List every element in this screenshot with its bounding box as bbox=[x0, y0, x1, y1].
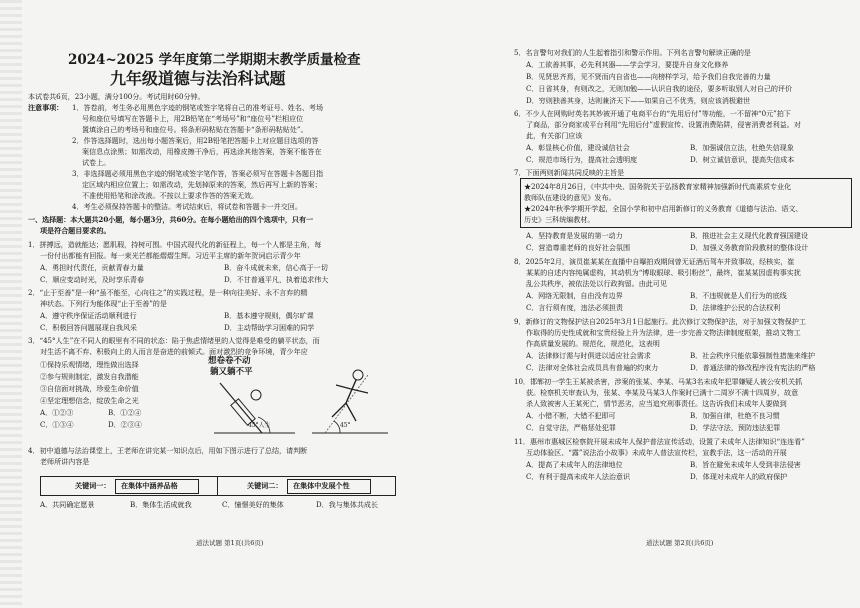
exam-info: 本试卷共6页，23小题，满分100分。考试用时60分钟。 bbox=[28, 92, 205, 101]
cartoon-45-degree-life bbox=[200, 355, 396, 437]
q7-option-d: D．加强义务教育阶段教材的整体设计 bbox=[690, 243, 809, 252]
q3-item-2: ②参与规则制定，激发自我潜能 bbox=[40, 372, 139, 381]
page-1-footer: 道法试题 第1页(共6页) bbox=[196, 539, 264, 547]
q6-option-d: D．树立诚信意识，提高失信成本 bbox=[690, 155, 795, 164]
q10-option-d: D．学法守法，预防违法犯罪 bbox=[690, 423, 781, 432]
notice-2c: 试卷上。 bbox=[82, 158, 111, 167]
cartoon-title-line1: 想卷卷不动 bbox=[208, 356, 251, 366]
q4-stem-cont: 老师所讲内容是 bbox=[40, 457, 90, 466]
q2-stem-cont: 神状态。下列行为能体现“止于至善”的是 bbox=[40, 299, 167, 308]
notice-2a: 2．作答选择题时，选出每小题答案后，用2B铅笔把答题卡上对应题目选项的答 bbox=[72, 136, 319, 145]
q4-option-c: C．憧憬美好的集体 bbox=[222, 500, 284, 509]
q5-option-c: C．日省其身，有则改之，无则加勉——认识自我的途径，要多听取别人对自己的评价 bbox=[526, 84, 792, 93]
cartoon-label-45-life: 45°人生 bbox=[248, 422, 271, 429]
q6-option-b: B．加强诚信立法，杜绝失信现象 bbox=[690, 143, 794, 152]
notice-1a: 1．答卷前，考生务必用黑色字迹的钢笔或签字笔将自己的准考证号、姓名、考场 bbox=[72, 103, 323, 112]
q3-option-a: A．①②③ bbox=[40, 408, 74, 417]
cartoon-label-45-degree: 45° bbox=[340, 422, 351, 429]
q5-option-b: B．见贤思齐焉，见不贤而内自省也——向榜样学习，给予我们自我完善的力量 bbox=[526, 72, 771, 81]
q11-option-a: A．提高了未成年人的法律地位 bbox=[526, 460, 623, 469]
notice-3a: 3．非选择题必须用黑色字迹的钢笔或签字笔作答，答案必须写在答题卡各题目指 bbox=[72, 169, 323, 178]
notice-2b: 案信息点涂黑；如需改动，用橡皮擦干净后，再选涂其他答案，答案不能答在 bbox=[82, 147, 322, 156]
q9-option-a: A．法律修订需与时俱进以适应社会需求 bbox=[526, 351, 651, 360]
section-1-heading: 一、选择题：本大题共20小题，每小题3分，共60分。在每小题给出的四个选项中，只有一 bbox=[28, 215, 314, 224]
page-2 bbox=[432, 0, 860, 608]
q8-stem: 8．2025年2月，演员崔某某在直播中自曝拍戏期间曾无证酒后驾车并致事故，经核实，崔 bbox=[514, 257, 795, 266]
q4-keyword-2-label: 关键词二： bbox=[247, 481, 283, 490]
q1-stem-cont: 一份付出都能有回报。每一束光芒都能熠熠生辉。习近平主席的新年贺词启示青少年 bbox=[40, 251, 301, 260]
q8-option-c: C．言行须有度，违法必须担责 bbox=[526, 303, 623, 312]
q11-option-c: C．有利于提高未成年人法治意识 bbox=[526, 472, 630, 481]
q5-stem: 5．名言警句对我们的人生起着指引和警示作用。下列名言警句解读正确的是 bbox=[514, 48, 751, 57]
q7-stem: 7．下面两则新闻共同反映的主旨是 bbox=[514, 168, 625, 177]
q7-option-b: B．推进社会主义现代化教育强国建设 bbox=[690, 231, 808, 240]
q7-news-1-cont: 教师队伍建设的意见》发布。 bbox=[524, 193, 616, 202]
notice-1c: 置填涂自己的考场号和座位号。将条形码粘贴在答题卡“条形码粘贴处”。 bbox=[82, 125, 308, 134]
q9-stem-cont: 作取得的历史性成就和宝贵经验上升为法律，进一步完善文物法律制度框架，推动文物工 bbox=[526, 328, 801, 337]
q11-option-b: B．旨在避免未成年人受到非法侵害 bbox=[690, 460, 801, 469]
cartoon-drawing bbox=[200, 355, 396, 437]
q11-stem: 11．惠州市惠城区检察院开展未成年人保护普法宣传活动，设置了未成年人法律知识“连连看” bbox=[514, 437, 805, 446]
q4-keyword-1-text: 在集体中涵养品格 bbox=[121, 481, 178, 490]
q3-option-d: D．②③④ bbox=[108, 420, 142, 429]
q3-item-3: ③自信面对挑战，珍爱生命价值 bbox=[40, 384, 139, 393]
exam-subtitle: 九年级道德与法治科试题 bbox=[110, 69, 286, 88]
q10-option-c: C．自觉守法，严格惩处犯罪 bbox=[526, 423, 616, 432]
q2-option-d: D．主动帮助学习困难的同学 bbox=[224, 323, 315, 332]
q10-stem-cont: 获。检察机关审查认为，张某、李某及马某3人作案时已满十二周岁不满十四周岁，故意 bbox=[526, 388, 799, 397]
notice-1b: 号和座位号填写在答题卡上，用2B铅笔在“考场号”和“座位号”栏相应位 bbox=[82, 114, 304, 123]
q3-option-b: B．①②④ bbox=[108, 408, 142, 417]
q11-stem-cont: 互动体验区、“露”说法治小故事》未成年人普法宣传栏，宣教手法，这一活动的开展 bbox=[526, 448, 787, 457]
q4-option-a: A．共同确定愿景 bbox=[40, 500, 95, 509]
q3-item-1: ①保持乐观情绪，理性做出选择 bbox=[40, 360, 139, 369]
q7-news-2-cont: 历史》三科统编教材。 bbox=[524, 215, 595, 224]
q10-option-a: A．小错不断，大错不犯即可 bbox=[526, 411, 616, 420]
q2-option-a: A．遵守秩序保证活动顺利进行 bbox=[40, 311, 137, 320]
q2-option-c: C．积极回答问题展现自我风采 bbox=[40, 323, 137, 332]
q9-option-d: D．普通法律的修改程序没有宪法的严格 bbox=[690, 363, 816, 372]
notice-4: 4．考生必须保持答题卡的整洁。考试结束后，将试卷和答题卡一并交回。 bbox=[72, 202, 302, 211]
q4-option-b: B．集体生活成就我 bbox=[130, 500, 192, 509]
q2-stem: 2．“止于至善”是一种“虽不能至，心向往之”的实践过程，是一种向往美好、永不言弃的精 bbox=[28, 288, 308, 297]
q5-option-d: D．穷则独善其身，达则兼济天下——如果自己不优秀，则应该消极避世 bbox=[526, 96, 750, 105]
q1-stem: 1．拼搏远，造就能达；愿肌瑕，持树可围。中国式现代化的新征程上，每一个人都是主角，每 bbox=[28, 240, 322, 249]
q7-option-c: C．营造尊重老师的良好社会氛围 bbox=[526, 243, 630, 252]
q7-news-2: ★2024年秋季学期开学起，全国小学和初中启用新修订的义务教育《道德与法治、语文、 bbox=[524, 204, 803, 213]
q8-stem-cont2: 乱公共秩序，被依法处以行政拘留。由此可见 bbox=[526, 279, 667, 288]
q5-option-a: A．工欲善其事，必先利其器——学会学习，要提升自身文化修养 bbox=[526, 60, 729, 69]
q9-option-c: C．法律对全体社会成员具有普遍的约束力 bbox=[526, 363, 659, 372]
q3-stem-cont: 对生活不离不弃、积极向上的人而言是奋进的前倾式。面对激烈的竞争环境，青少年应 bbox=[40, 347, 308, 356]
q1-option-a: A．勇担时代责任，贡献青春力量 bbox=[40, 263, 144, 272]
q9-option-b: B．社会秩序只能依靠强制性措施来维护 bbox=[690, 351, 815, 360]
q4-keyword-2-text: 在集体中发展个性 bbox=[293, 481, 350, 490]
q9-stem: 9．新修订的文物保护法自2025年3月1日起施行。此次修订文物保护法，对于加强文物保护工 bbox=[514, 317, 806, 326]
q6-stem-cont2: 此，有关部门应该 bbox=[526, 131, 583, 140]
q8-option-d: D．法律维护公民的合法权利 bbox=[690, 303, 781, 312]
q3-option-c: C．①③④ bbox=[40, 420, 74, 429]
q6-stem: 6．不少人在网购时英名其妙被开通了电商平台的“先用后付”等功能，一不留神“0元”拍下 bbox=[514, 109, 791, 118]
notice-3b: 定区域内相应位置上；如需改动，先划掉原来的答案，然后再写上新的答案； bbox=[82, 180, 322, 189]
notice-3c: 不准使用铅笔和涂改液。不按以上要求作答的答案无效。 bbox=[82, 191, 259, 200]
exam-title: 2024~2025 学年度第二学期期末教学质量检查 bbox=[68, 52, 361, 68]
q10-option-b: B．加强自律，杜绝不良习惯 bbox=[690, 411, 780, 420]
q3-stem: 3．“45°人生”在不同人的眼里有不同的状态：陷于焦虑情绪里的人觉得是难受的躺平状态，而 bbox=[28, 336, 320, 345]
q4-keyword-1-label: 关键词一： bbox=[75, 481, 111, 490]
q10-stem-cont2: 杀人致被害人王某死亡，情节恶劣，应当追究刑事责任。这告诉我们未成年人要做到 bbox=[526, 399, 787, 408]
q1-option-d: D．不甘普通平凡，执着追求伟大 bbox=[224, 275, 329, 284]
q6-option-c: C．规范市场行为，提高社会透明度 bbox=[526, 155, 638, 164]
q4-stem: 4．初中道德与法治课堂上，王老师在讲完某一知识点后，用如下图示进行了总结，请判断 bbox=[28, 446, 308, 455]
q7-news-1: ★2024年8月26日，《中共中央、国务院关于弘扬教育家精神加强新时代高素质专业化 bbox=[524, 182, 792, 191]
q8-stem-cont: 某某的自述内容纯属虚构，其动机为“博取眼球、吸引粉丝”，最终，崔某某因虚构事实扰 bbox=[526, 268, 801, 277]
page-2-footer: 道法试题 第2页(共6页) bbox=[646, 539, 714, 547]
q2-option-b: B．基本遵守规则，偶尔旷课 bbox=[224, 311, 314, 320]
q1-option-b: B．奋斗成就未来，信心高于一切 bbox=[224, 263, 328, 272]
q7-option-a: A．坚持教育是发展的第一动力 bbox=[526, 231, 623, 240]
notice-label: 注意事项： bbox=[28, 103, 64, 112]
q1-option-c: C．顺应变动时光，及时享乐青春 bbox=[40, 275, 144, 284]
q8-option-b: B．不违规就是人们行为的底线 bbox=[690, 291, 787, 300]
section-1-heading-cont: 项是符合题目要求的。 bbox=[40, 226, 111, 235]
q9-stem-cont2: 作高质量发展的。规范化，规范化，这表明 bbox=[526, 339, 660, 348]
cartoon-title-line2: 躺又躺不平 bbox=[210, 367, 253, 377]
q6-option-a: A．彰显核心价值，建设诚信社会 bbox=[526, 143, 630, 152]
q4-keyword-diagram bbox=[40, 476, 396, 496]
q8-option-a: A．网络无限制，自由没有边界 bbox=[526, 291, 623, 300]
q11-option-d: D．体现对未成年人的政府保护 bbox=[690, 472, 788, 481]
q10-stem: 10．邯郸初一学生王某被杀害，涉案的张某、李某、马某3名未成年犯罪嫌疑人被公安机关抓 bbox=[514, 377, 803, 386]
q6-stem-cont: 了商品，部分商家或平台利用“先用后付”虚假宣传、设置消费陷阱，侵害消费者利益。对 bbox=[526, 120, 801, 129]
q4-option-d: D．我与集体共成长 bbox=[316, 500, 378, 509]
q3-item-4: ④坚定理想信念，绽放生命之光 bbox=[40, 396, 139, 405]
